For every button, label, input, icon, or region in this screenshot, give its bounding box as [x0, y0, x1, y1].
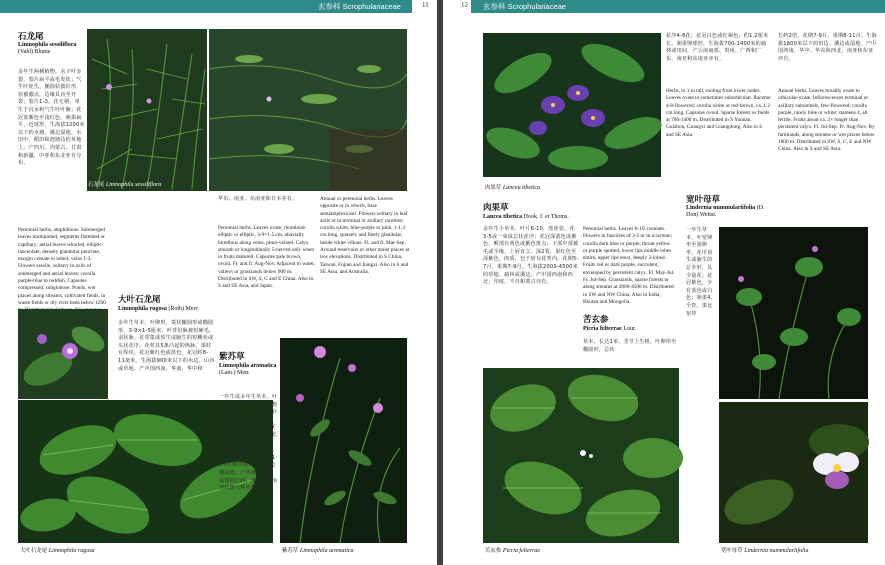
species-sci-name: Picria felterrae Lour.: [583, 326, 637, 332]
species-description-en: Perennial herbs. Leaves 6-10, rosulate. Flowers in fascicles of 3-5 or in a raceme; corolla dark blue or purple, throat yellow or purple spotted; lower lips middle lobes entire, upper lips erect, deeply 2-lobed. Fruits red or dark purple, succulent, enveloped by persistent calyx. Fl. May-Jul. Fr. Jul-Sep. Grasslands, sparse forests or along streams at 2000-4500 m. Distributed in SW and NW China. Also in India, Bhutan and Mongolia.: [583, 226, 675, 305]
photo-limnophila-sessiliflora-1: [87, 29, 207, 191]
species-name-cn: 宽叶母草: [686, 195, 721, 205]
left-page: [0, 0, 437, 565]
species-sci-name: Lancea tibetica Hook. f. et Thoms.: [483, 214, 569, 220]
species-3-description-en: Annual or perennial herbs. Leaves opposite or in whorls, base semiamplexicaul. Flowers solitary in leaf axils or in terminal or axillary racemes; corolla white, blue-purple or pink, 1-1.3 cm long, sparsely and finely glandular, inside white villous. Fl. and fr. Mar-Sep. Around reservoirs or other moist places at low elevations. Distributed in S China, Taiwan, Fujian and Jiangxi. Also in S and SE Asia, and Australia.: [320, 196, 410, 275]
photo-picria-felterrae: [483, 368, 679, 543]
photo-caption: 苦玄参 Picria felterrae: [485, 548, 541, 554]
photo-caption: 石龙尾 Limnophila sessiliflora: [88, 182, 162, 188]
species-sci-name: Limnophila aromatica (Lam.) Merr.: [219, 363, 277, 376]
page-number: 11: [422, 1, 429, 9]
photo-lancea-tibetica: [483, 33, 661, 177]
species-description-cn: 一年生草本，叶宽卵形至圆卵形，花序顶生或腋生的总伞形，具少量花；花冠紫色，少有蓝色或白色；蒴果4，全育。果比宿萼: [686, 227, 716, 317]
species-description-cn: 多年生两栖植物。水下叶多裂，裂片扁平或毛发状；气生叶轮生，椭圆状披针形，密被腺点，边缘具齿至开裂；裂片1-3，花无柄，单生于沉水和气生叶叶腋；花冠蓝紫色至浅红色。蒴果扁平，近球形。生海拔1200米以下的水塘、溪边湿地、水田中，稻田和池塘边的草地上。产四川、内蒙古、甘肃和新疆，中亚和东北亚有分布。: [18, 69, 85, 167]
species-2-description-cn-cont: 华东、南亚、东南亚和日本亦有。: [218, 196, 298, 202]
species-description-en: Perennial herbs, amphibious. Submerged leaves multiparted, segments flattened or capillary; aerial leaves whorled, elliptic-lanceolate, densely glandular punctate, margin crenate to lobed; veins 1-3. Flowers sessile, solitary in axils of submerged and aerial leaves; corolla purple-blue to reddish. Capsules compressed, subglobose. Ponds, wet places along streams, cultivated fields, in waste fields or dry river beds below 1200: [18, 227, 106, 306]
photo-caption: 大叶石龙尾 Limnophila rugosa: [20, 548, 95, 554]
species-name-cn: 肉果草: [483, 203, 509, 213]
header-label: 玄参科 Scrophulariaceae: [483, 2, 566, 11]
photo-limnophila-aromatica: [280, 338, 407, 543]
photo-lindernia-nummulariifolia-plant: [719, 227, 868, 399]
species-description-cn: 草本，长达1米，茎节上生根，叶卵形至椭圆形，总状: [583, 339, 677, 353]
species-description-cn: 一年生或多年生草本，叶对生或近轮生，基部半抱茎，无柄；叶片卵状披针形或椭圆状披针形，1-1.3厘米，花单生或排成顶生的总状花序；花梗长于花萼；萼筒长约4毫米；花冠白色或带紫色。蒴果卵球状。生于海拔1-5米的稻田和湿地或水边潮湿地。产华南、台湾、福建和江西。南亚、东南亚和澳大利亚有分布。: [219, 394, 278, 492]
species-description-en-cont: Annual herbs. Leaves broadly ovate to orbicular-ovate. Inflorescences terminal or axillary subumbels, few-flowered; corolla purple, rarely blue or white; stamens 4, all fertile. Fruits about ca. 2× longer than persistent calyx. Fl. Jul-Sep. Fr. Aug-Nov. By farmlands, along streams or wet places below 1800 m. Distributed in SW, S, C, E and NW China. Also in S and SE Asia.: [778, 88, 875, 153]
species-description-cn: 多年生小草本，叶片6-10，莲座状，花3-5或一束成总状花序；花冠深蓝色或紫色，喉部有黄色或紫色斑点；下部中部被毛或全缘，上唇直立，深2裂，果红色至深紫色，肉质，包于宿存花萼内。花期5-7月，果期7-9月。生海拔2000-4500米的草地、疏林或溪边。产中国西南和西北，印度、不丹和蒙古亦有。: [483, 226, 579, 286]
species-description-cn-cont: 长约2倍。花期7-9月，果期8-11月。生海拔1800米以下的田边、溪边或湿地。产中国西南、华中、华东和西北，南亚和东亚亦有。: [778, 33, 877, 62]
species-sci-name: Limnophila sessiliflora (Vahl) Blume: [18, 42, 77, 55]
photo-caption: 肉果草 Lancea tibetica: [485, 185, 541, 191]
species-2-description-en: Perennial herbs. Leaves ovate, rhomboid-elliptic or elliptic, 3-9×1-5 cm, abaxially hirtellous along veins, pinni-veined. Calyx smooth or longitudinally 5-nerved only when in fruits matured. Capsules pale brown, ovoid. Fl. and fr. Aug-Nov. Adjacent to water, valleys or grasslands below 900 m. Distributed in SW, S, C and E China. Also in S and SE Asia, and Japan.: [218, 225, 316, 290]
photo-limnophila-sessiliflora-2: [209, 29, 407, 191]
species-description-cn: 多年生草本。叶卵形，菱状椭圆形或椭圆形，3-9×1-5厘米，叶背沿脉被短硬毛，羽状脉。花常集成顶生或腋生的短穗状或头状花序，花萼具5条凸起的纵脉，果时有纵纹。花冠紫红色或蓝色，花冠约8-11毫米。生海拔900米以下的水边、山谷或草地。产中国西南、华南、华中和: [118, 320, 215, 372]
photo-limnophila-rugosa-flower: [18, 309, 108, 399]
species-name-cn: 大叶石龙尾: [118, 295, 161, 305]
species-sci-name: Lindernia nummulariifolia (D. Don) Wettst.: [686, 205, 765, 218]
species-description-cn-cont: 花序4-8花；花冠白色或红褐色，约1.2厘米长。蒴果卵球形，生海拔700-1400米的疏林或田间，产云南南部、贵州、广西和广东，南亚和东南亚亦有。: [666, 33, 769, 62]
species-description-en-start: [483, 332, 579, 368]
photo-caption: 紫苏草 Limnophila aromatica: [282, 548, 354, 554]
species-name-cn: 苦玄参: [583, 315, 609, 325]
species-name-cn: 石龙尾: [18, 32, 44, 42]
photo-lindernia-nummulariifolia-flower: [719, 402, 868, 543]
species-description-en-cont: Herbs, to 1 m tall, rooting from lower nodes. Leaves ovate to sometimes suborbicular. Raceme 4-8-flowered; corolla white or red-brown, ca. 1.2 cm long. Capsules ovoid. Sparse forests or fields at 700-1400 m. Distributed in S Yunnan, Guizhou, Guangxi and Guangdong. Also in S and SE Asia.: [666, 88, 771, 138]
species-sci-name: Limnophila rugosa (Roth) Merr.: [118, 306, 199, 312]
species-name-cn: 紫苏草: [219, 352, 245, 362]
right-page: [443, 0, 885, 565]
header-label: 玄参科 Scrophulariaceae: [318, 2, 401, 11]
page-number: 12: [461, 1, 468, 9]
photo-caption: 宽叶母草 Lindernia nummulariifolia: [721, 548, 809, 554]
